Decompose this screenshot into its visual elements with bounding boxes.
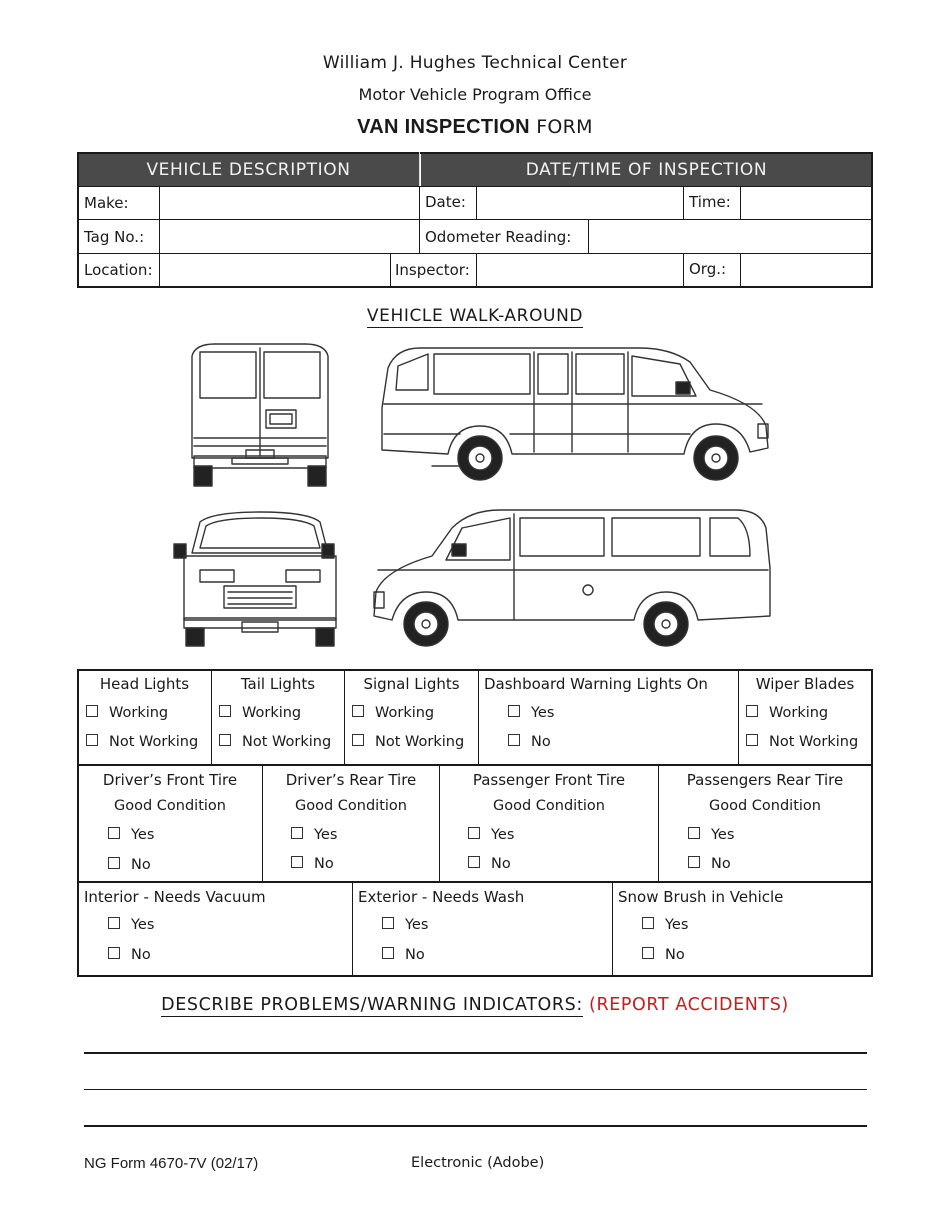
row-line-3 xyxy=(77,253,873,254)
odometer-field[interactable] xyxy=(590,221,870,252)
form-title xyxy=(0,116,950,139)
van-front-view xyxy=(174,512,336,646)
option-label: Yes xyxy=(131,827,155,843)
grid-left xyxy=(77,669,79,977)
passenger-front-tire-title: Passenger Front Tire xyxy=(472,771,626,789)
tag-no-field[interactable] xyxy=(161,221,418,252)
grid-row-1-bottom xyxy=(77,764,873,766)
odometer-label: Odometer Reading: xyxy=(425,228,572,246)
describe-problems-heading xyxy=(0,995,950,1015)
grid-r3-c1 xyxy=(352,882,353,976)
row-line-2 xyxy=(77,219,873,220)
organization-name: William J. Hughes Technical Center xyxy=(322,53,628,73)
snow-brush-title: Snow Brush in Vehicle xyxy=(618,888,784,906)
option-label: No xyxy=(405,947,425,963)
checkbox[interactable] xyxy=(642,947,654,959)
exterior-wash-title: Exterior - Needs Wash xyxy=(358,888,525,906)
signal-lights-working-option[interactable] xyxy=(352,705,434,721)
van-side-view-driver xyxy=(374,510,770,646)
option-label: Not Working xyxy=(242,734,332,750)
checkbox[interactable] xyxy=(688,856,700,868)
drivers-front-tire-no-option[interactable] xyxy=(108,857,151,873)
checkbox[interactable] xyxy=(86,705,98,717)
option-label: Yes xyxy=(314,827,338,843)
checkbox[interactable] xyxy=(746,705,758,717)
van-side-view-passenger xyxy=(382,348,768,480)
van-rear-view xyxy=(192,344,328,486)
drivers-front-tire-yes-option[interactable] xyxy=(108,827,154,843)
option-label: Working xyxy=(109,705,169,721)
option-label: No xyxy=(531,734,551,750)
wiper-blades-not-working-option[interactable] xyxy=(746,734,858,750)
col-line-inspector xyxy=(390,253,391,287)
passenger-front-tire-subtitle: Good Condition xyxy=(493,798,605,814)
drivers-rear-tire-title: Driver’s Rear Tire xyxy=(285,771,417,789)
dashboard-warning-title: Dashboard Warning Lights On xyxy=(484,675,708,693)
office-name: Motor Vehicle Program Office xyxy=(358,85,592,104)
problems-line-1[interactable] xyxy=(84,1052,867,1054)
time-field[interactable] xyxy=(742,188,870,218)
checkbox[interactable] xyxy=(219,734,231,746)
drivers-front-tire-title: Driver’s Front Tire xyxy=(102,771,238,789)
signal-lights-not-working-option[interactable] xyxy=(352,734,464,750)
location-field[interactable] xyxy=(161,255,389,285)
make-label: Make: xyxy=(84,194,129,212)
passenger-front-tire-no-option[interactable] xyxy=(468,856,511,872)
grid-top xyxy=(77,669,873,671)
option-label: No xyxy=(131,947,151,963)
option-label: Working xyxy=(242,705,302,721)
vehicle-description-header: VEHICLE DESCRIPTION xyxy=(78,153,419,186)
header-divider xyxy=(419,152,420,186)
grid-r3-c2 xyxy=(612,882,613,976)
time-label: Time: xyxy=(689,193,731,211)
option-label: No xyxy=(665,947,685,963)
grid-bottom xyxy=(77,975,873,977)
checkbox[interactable] xyxy=(291,827,303,839)
col-line-odometer xyxy=(588,219,589,253)
wiper-blades-title: Wiper Blades xyxy=(755,675,855,693)
option-label: Yes xyxy=(711,827,735,843)
make-field[interactable] xyxy=(161,188,418,218)
grid-r1-c3 xyxy=(478,669,479,765)
report-accidents-label: (REPORT ACCIDENTS) xyxy=(589,995,789,1015)
checkbox[interactable] xyxy=(642,917,654,929)
passengers-rear-tire-yes-option[interactable] xyxy=(688,827,734,843)
grid-row-2-bottom xyxy=(77,881,873,883)
form-title-rest: FORM xyxy=(529,116,593,138)
option-label: No xyxy=(491,856,511,872)
signal-lights-title: Signal Lights xyxy=(363,675,460,693)
row-line-1 xyxy=(77,186,873,187)
option-label: Yes xyxy=(531,705,555,721)
head-lights-title: Head Lights xyxy=(99,675,190,693)
checkbox[interactable] xyxy=(108,827,120,839)
wiper-blades-working-option[interactable] xyxy=(746,705,828,721)
tag-no-label: Tag No.: xyxy=(84,228,145,246)
van-diagram xyxy=(170,338,780,660)
col-line-label xyxy=(159,186,160,287)
drivers-front-tire-subtitle: Good Condition xyxy=(114,798,226,814)
table-border-top xyxy=(77,152,873,154)
checkbox[interactable] xyxy=(108,857,120,869)
option-label: Yes xyxy=(491,827,515,843)
drivers-rear-tire-subtitle: Good Condition xyxy=(295,798,407,814)
checkbox[interactable] xyxy=(508,734,520,746)
describe-problems-label: DESCRIBE PROBLEMS/WARNING INDICATORS: xyxy=(161,995,583,1015)
checkbox[interactable] xyxy=(352,705,364,717)
drivers-rear-tire-yes-option[interactable] xyxy=(291,827,337,843)
checkbox[interactable] xyxy=(352,734,364,746)
dashboard-warning-yes-option[interactable] xyxy=(508,705,554,721)
snow-brush-no-option[interactable] xyxy=(642,947,685,963)
option-label: No xyxy=(314,856,334,872)
problems-line-3[interactable] xyxy=(84,1125,867,1127)
option-label: Yes xyxy=(405,917,429,933)
option-label: Working xyxy=(375,705,435,721)
option-label: No xyxy=(131,857,151,873)
org-label: Org.: xyxy=(689,260,727,278)
checkbox[interactable] xyxy=(219,705,231,717)
table-border-bottom xyxy=(77,286,873,288)
snow-brush-yes-option[interactable] xyxy=(642,917,688,933)
tail-lights-not-working-option[interactable] xyxy=(219,734,331,750)
col-line-mid xyxy=(419,186,420,253)
col-line-inspector-field xyxy=(476,253,477,287)
passengers-rear-tire-title: Passengers Rear Tire xyxy=(686,771,844,789)
checkbox[interactable] xyxy=(508,705,520,717)
head-lights-not-working-option[interactable] xyxy=(86,734,198,750)
col-line-date xyxy=(476,186,477,220)
problems-line-2[interactable] xyxy=(84,1089,867,1090)
grid-right xyxy=(871,669,873,977)
option-label: Not Working xyxy=(769,734,859,750)
tail-lights-title: Tail Lights xyxy=(240,675,316,693)
tail-lights-working-option[interactable] xyxy=(219,705,301,721)
col-line-org xyxy=(683,253,684,287)
walkaround-title-text: VEHICLE WALK-AROUND xyxy=(366,306,584,326)
checkbox[interactable] xyxy=(108,917,120,929)
date-label: Date: xyxy=(425,193,466,211)
datetime-inspection-header: DATE/TIME OF INSPECTION xyxy=(421,153,872,186)
checkbox[interactable] xyxy=(291,856,303,868)
checkbox[interactable] xyxy=(108,947,120,959)
option-label: Not Working xyxy=(109,734,199,750)
checkbox[interactable] xyxy=(382,917,394,929)
head-lights-working-option[interactable] xyxy=(86,705,168,721)
walkaround-title xyxy=(0,306,950,326)
org-field[interactable] xyxy=(742,255,870,285)
col-line-time xyxy=(683,186,684,220)
option-label: Working xyxy=(769,705,829,721)
checkbox[interactable] xyxy=(688,827,700,839)
form-number: NG Form 4670-7V (02/17) xyxy=(84,1155,259,1172)
form-title-bold: VAN INSPECTION xyxy=(357,116,530,138)
dashboard-warning-no-option[interactable] xyxy=(508,734,551,750)
option-label: No xyxy=(711,856,731,872)
location-label: Location: xyxy=(84,261,153,279)
inspector-field[interactable] xyxy=(478,255,682,285)
checkbox[interactable] xyxy=(86,734,98,746)
checkbox[interactable] xyxy=(468,827,480,839)
col-line-org-field xyxy=(740,253,741,287)
passengers-rear-tire-no-option[interactable] xyxy=(688,856,731,872)
option-label: Yes xyxy=(665,917,689,933)
checkbox[interactable] xyxy=(468,856,480,868)
form-format: Electronic (Adobe) xyxy=(411,1155,545,1171)
passengers-rear-tire-subtitle: Good Condition xyxy=(709,798,821,814)
exterior-wash-no-option[interactable] xyxy=(382,947,425,963)
interior-vacuum-no-option[interactable] xyxy=(108,947,151,963)
checkbox[interactable] xyxy=(746,734,758,746)
option-label: Yes xyxy=(131,917,155,933)
drivers-rear-tire-no-option[interactable] xyxy=(291,856,334,872)
checkbox[interactable] xyxy=(382,947,394,959)
interior-vacuum-title: Interior - Needs Vacuum xyxy=(84,888,266,906)
passenger-front-tire-yes-option[interactable] xyxy=(468,827,514,843)
date-field[interactable] xyxy=(478,188,682,218)
inspector-label: Inspector: xyxy=(395,261,470,279)
interior-vacuum-yes-option[interactable] xyxy=(108,917,154,933)
col-line-time-field xyxy=(740,186,741,220)
option-label: Not Working xyxy=(375,734,465,750)
exterior-wash-yes-option[interactable] xyxy=(382,917,428,933)
